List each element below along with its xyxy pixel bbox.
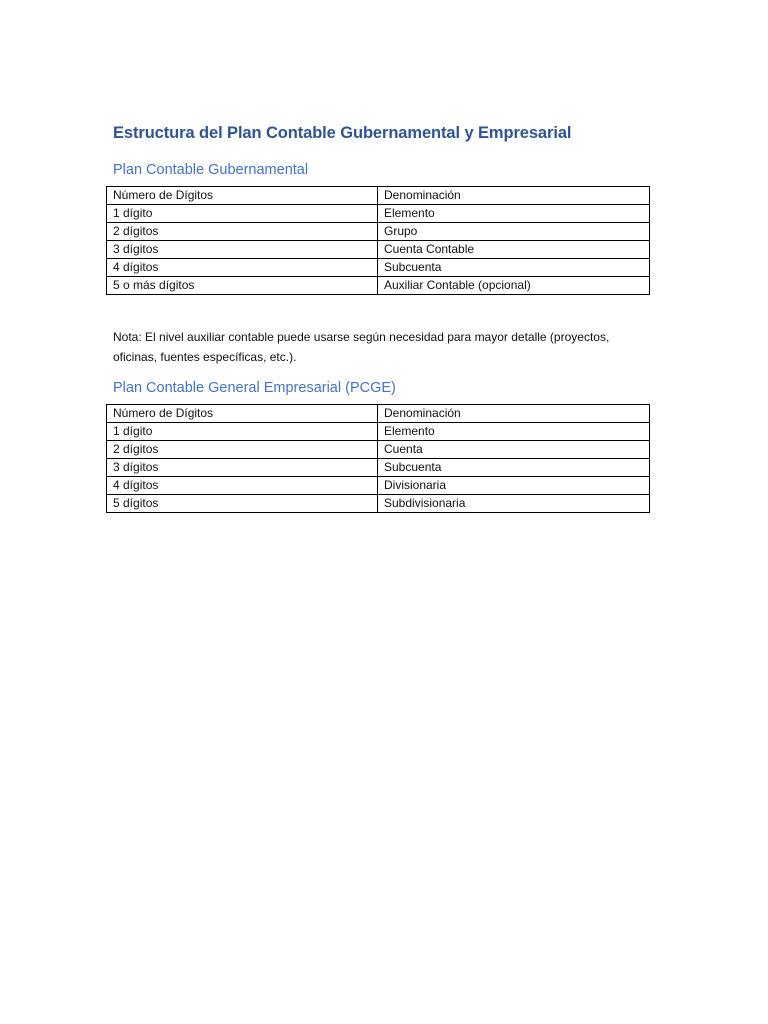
section-heading-pcge: Plan Contable General Empresarial (PCGE) [113, 380, 396, 396]
cell-digits: 5 dígitos [107, 495, 378, 513]
table-row [107, 241, 650, 259]
table-row [107, 277, 650, 295]
cell-denomination: Divisionaria [378, 477, 650, 495]
cell-denomination: Auxiliar Contable (opcional) [378, 277, 650, 295]
cell-digits: 2 dígitos [107, 441, 378, 459]
table-row [107, 205, 650, 223]
cell-digits: 1 dígito [107, 423, 378, 441]
cell-denomination: Grupo [378, 223, 650, 241]
cell-denomination: Cuenta [378, 441, 650, 459]
table-row [107, 423, 650, 441]
cell-digits: 5 o más dígitos [107, 277, 378, 295]
cell-denomination: Elemento [378, 205, 650, 223]
header-cell-digits: Número de Dígitos [107, 405, 378, 423]
cell-digits: 1 dígito [107, 205, 378, 223]
table-header-row [107, 405, 650, 423]
cell-denomination: Subdivisionaria [378, 495, 650, 513]
table-row [107, 441, 650, 459]
table-row [107, 223, 650, 241]
cell-denomination: Cuenta Contable [378, 241, 650, 259]
cell-denomination: Elemento [378, 423, 650, 441]
table-row [107, 477, 650, 495]
cell-digits: 2 dígitos [107, 223, 378, 241]
table-pcge [106, 404, 650, 513]
table-row [107, 495, 650, 513]
document-title: Estructura del Plan Contable Gubernamental y Empresarial [113, 124, 572, 142]
cell-denomination: Subcuenta [378, 259, 650, 277]
header-cell-digits: Número de Dígitos [107, 187, 378, 205]
header-cell-denomination: Denominación [378, 405, 650, 423]
table-header-row [107, 187, 650, 205]
cell-digits: 4 dígitos [107, 477, 378, 495]
cell-digits: 3 dígitos [107, 241, 378, 259]
table-row [107, 459, 650, 477]
cell-digits: 3 dígitos [107, 459, 378, 477]
section-heading-gubernamental: Plan Contable Gubernamental [113, 162, 309, 178]
cell-denomination: Subcuenta [378, 459, 650, 477]
table-gubernamental [106, 186, 650, 295]
table-row [107, 259, 650, 277]
note-paragraph: Nota: El nivel auxiliar contable puede usarse según necesidad para mayor detalle (proyectos, oficinas, fuentes específicas, etc.). [113, 330, 610, 364]
cell-digits: 4 dígitos [107, 259, 378, 277]
header-cell-denomination: Denominación [378, 187, 650, 205]
